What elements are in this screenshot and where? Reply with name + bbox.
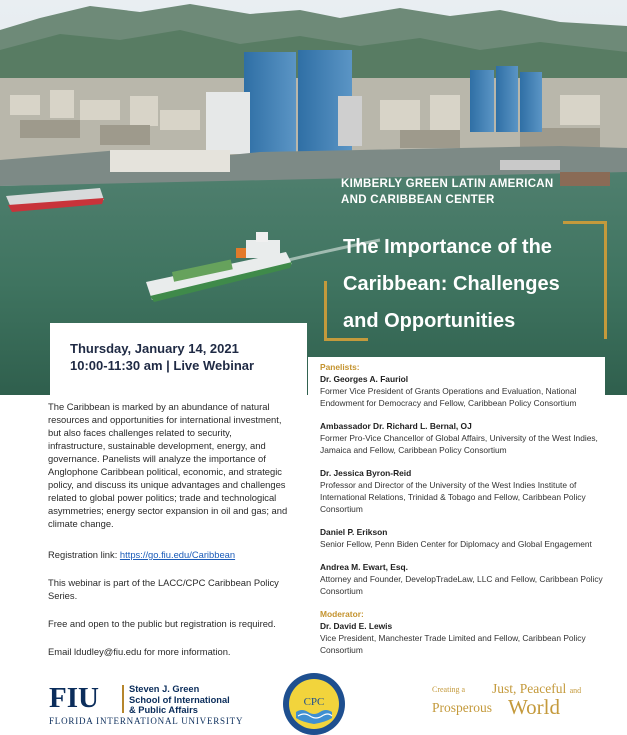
cpc-letters: CPC	[303, 696, 325, 708]
series-note: This webinar is part of the LACC/CPC Caribbean Policy Series.	[48, 577, 279, 601]
tagline-and: and	[569, 686, 582, 695]
panelist-description: Senior Fellow, Penn Biden Center for Diplomacy and Global Engagement	[320, 539, 592, 549]
date-card	[50, 323, 307, 395]
panelists-card	[308, 357, 605, 687]
event-title	[343, 229, 605, 340]
fiu-school-line-3: & Public Affairs	[129, 705, 198, 715]
panelist-name: Dr. Jessica Byron-Reid	[320, 468, 412, 478]
center-name-line-1: KIMBERLY GREEN LATIN AMERICAN	[341, 178, 554, 190]
event-time: 10:00-11:30 am | Live Webinar	[70, 358, 255, 373]
center-name	[341, 176, 601, 208]
moderator-item	[320, 620, 605, 656]
panelist-name: Andrea M. Ewart, Esq.	[320, 562, 408, 572]
event-title-line-2: Caribbean: Challenges	[343, 273, 560, 295]
event-title-line-1: The Importance of the	[343, 236, 552, 258]
fiu-divider	[122, 685, 124, 713]
body-text	[48, 400, 288, 658]
panelist-item	[320, 526, 605, 550]
cpc-seal-logo	[282, 672, 346, 735]
panelist-item	[320, 467, 605, 515]
panelist-item	[320, 561, 605, 597]
tagline-just: Just, Peaceful	[492, 681, 567, 696]
fiu-university-name: FLORIDA INTERNATIONAL UNIVERSITY	[49, 716, 244, 726]
panelist-description: Former Vice President of Grants Operations and Evaluation, National Endowment for Democracy and Fellow, Caribbean Policy Consortium	[320, 386, 577, 408]
tagline-prosperous: Prosperous	[432, 700, 492, 715]
panelists-heading: Panelists:	[320, 362, 360, 372]
fiu-school-line-2: School of International	[129, 694, 230, 705]
moderator-heading: Moderator:	[320, 609, 364, 619]
event-description: The Caribbean is marked by an abundance of natural resources and opportunities for international investment, but also faces challenges related to security, infrastructure, sustainable development, energy, and governance. Panelists will analyze the importance of Anglophone Caribbean political, economic, and strategic policy, and discuss its unique advantages and challenges related to global power politics; trade and technological asymmetries; energy sector expansion in oil and gas; and climate change.	[48, 401, 288, 529]
event-date: Thursday, January 14, 2021	[70, 341, 239, 356]
panelist-item	[320, 373, 605, 409]
email-note: Email ldudley@fiu.edu for more information.	[48, 646, 231, 657]
fiu-logo	[49, 683, 264, 729]
tagline-world: World	[508, 695, 560, 719]
moderator-name: Dr. David E. Lewis	[320, 621, 393, 631]
registration-link[interactable]: https://go.fiu.edu/Caribbean	[119, 549, 236, 560]
panelist-description: Professor and Director of the University of the West Indies Institute of International Relations, Trinidad & Tobago and Fellow, Caribbean Policy Consortium	[320, 480, 586, 514]
event-title-line-3: and Opportunities	[343, 310, 516, 332]
moderator-description: Vice President, Manchester Trade Limited and Fellow, Caribbean Policy Consortium	[320, 633, 586, 655]
registration-line	[48, 548, 288, 561]
fiu-school-name	[129, 684, 230, 716]
registration-label: Registration link:	[48, 549, 120, 560]
panelist-description: Attorney and Founder, DevelopTradeLaw, LLC and Fellow, Caribbean Policy Consortium	[320, 574, 603, 596]
panelist-name: Ambassador Dr. Richard L. Bernal, OJ	[320, 421, 472, 431]
panelist-name: Dr. Georges A. Fauriol	[320, 374, 409, 384]
panelist-item	[320, 420, 605, 456]
free-note: Free and open to the public but registration is required.	[48, 618, 276, 629]
fiu-wordmark: FIU	[49, 682, 99, 714]
panelist-description: Former Pro-Vice Chancellor of Global Affairs, University of the West Indies, Jamaica and Fellow, Caribbean Policy Consortium	[320, 433, 598, 455]
tagline-logo	[432, 683, 592, 729]
panelist-name: Daniel P. Erikson	[320, 527, 388, 537]
title-frame	[324, 221, 607, 341]
tagline-creating: Creating a	[432, 685, 466, 694]
center-name-line-2: AND CARIBBEAN CENTER	[341, 194, 495, 206]
fiu-school-line-1: Steven J. Green	[129, 684, 200, 694]
